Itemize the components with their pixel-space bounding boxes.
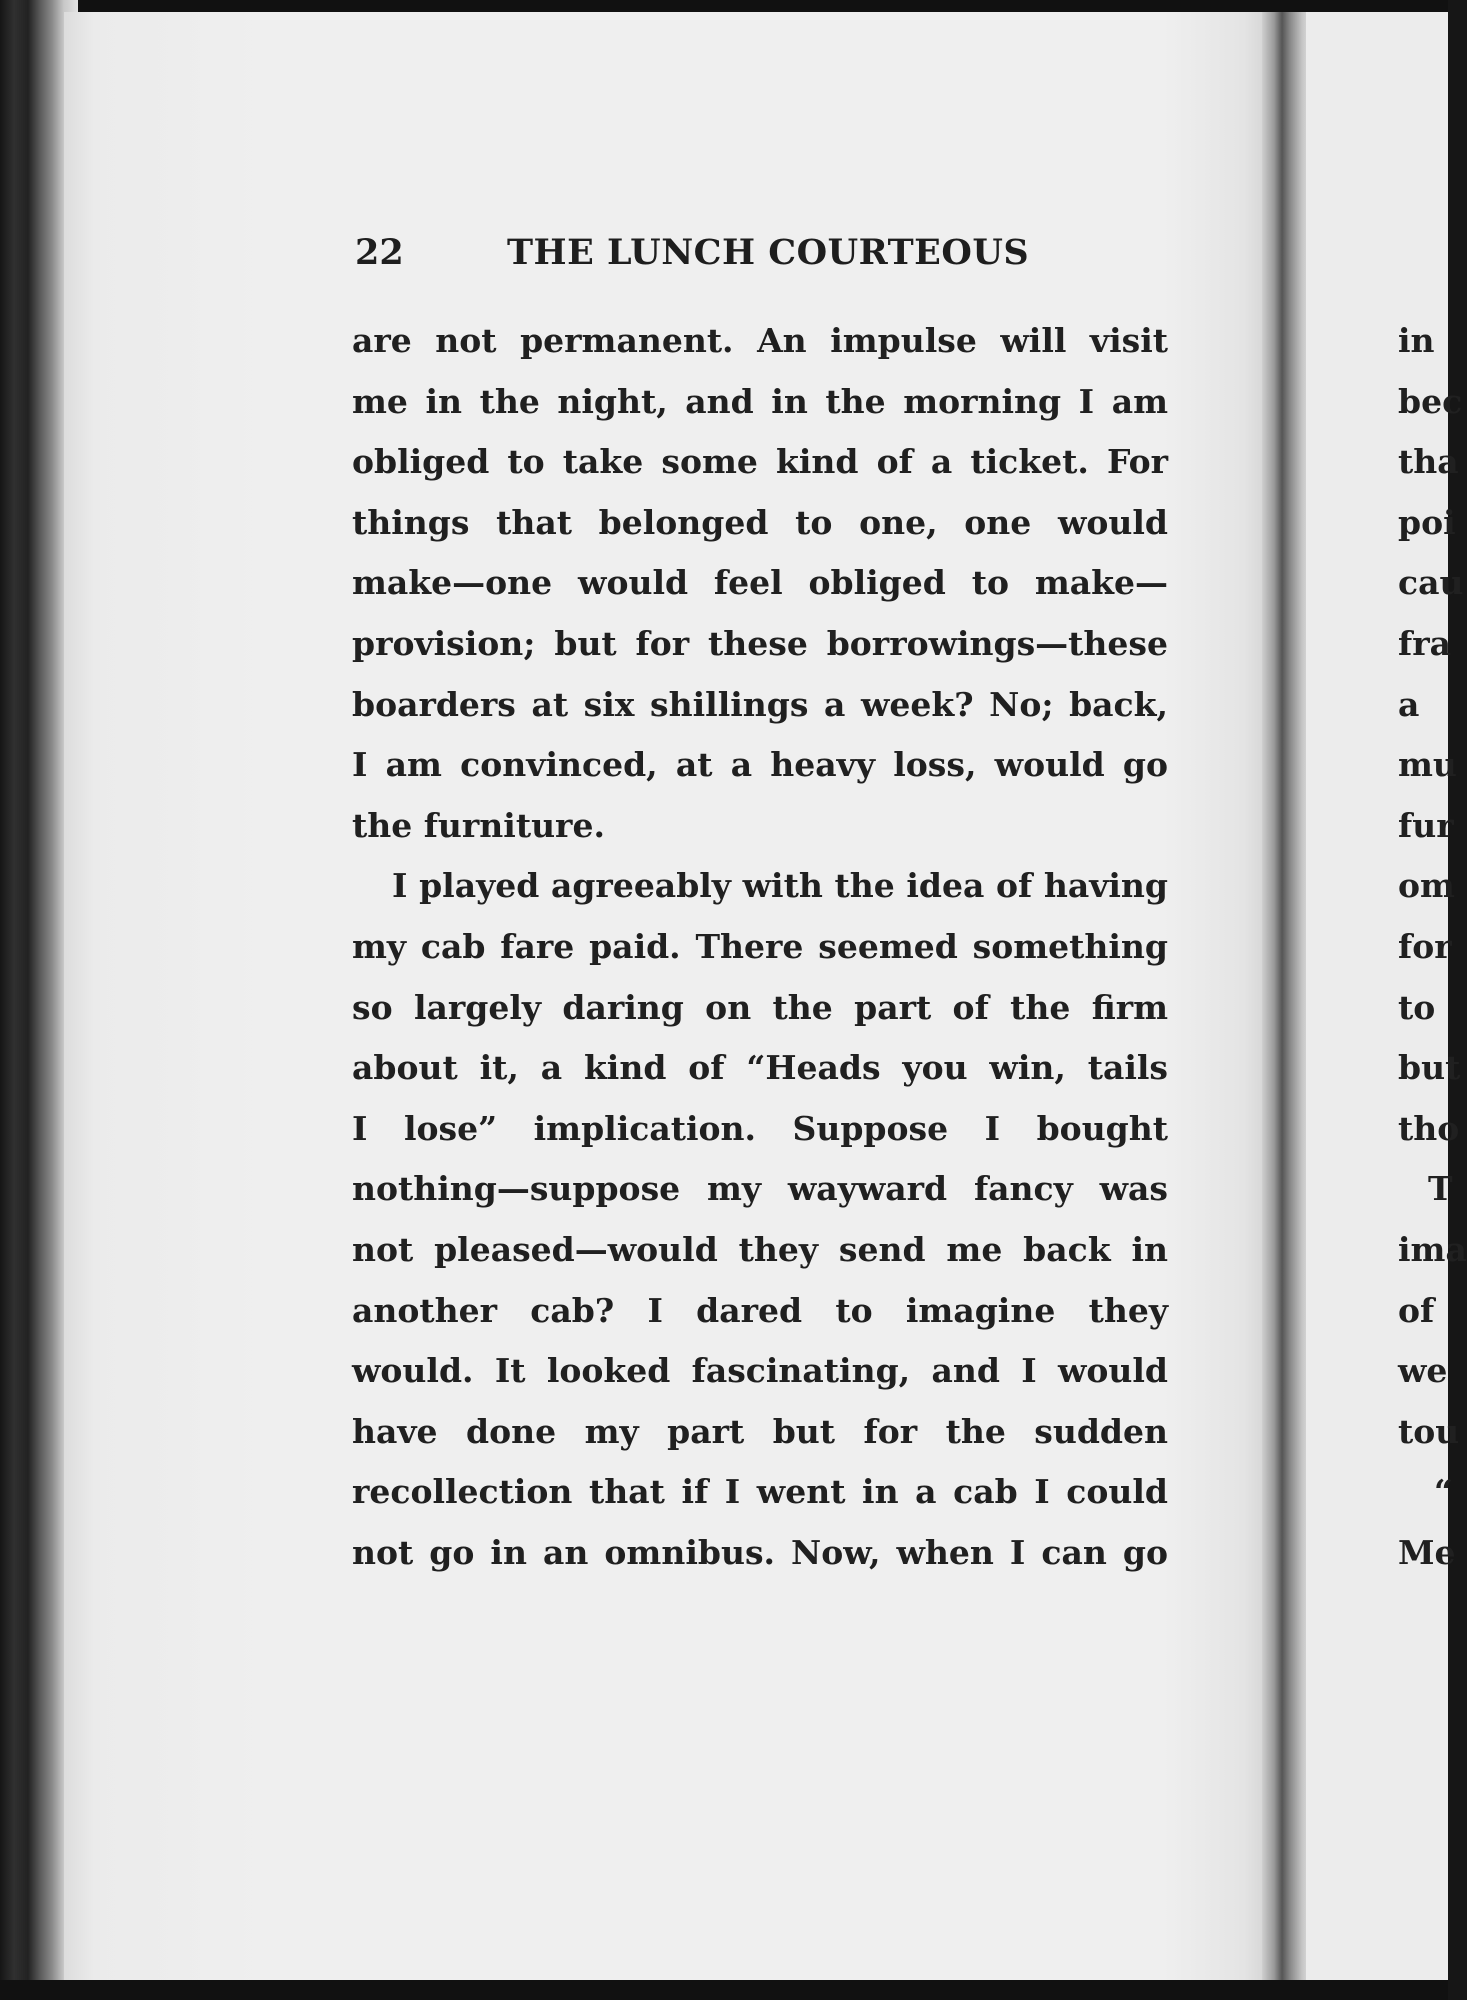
facing-line: tha: [1398, 442, 1459, 482]
text-line: boarders at six shillings a week? No; back,: [352, 684, 1168, 724]
text-line: the furniture.: [352, 805, 605, 845]
facing-line: fur: [1398, 805, 1454, 845]
facing-line: mu: [1398, 745, 1457, 785]
text-line: make—one would feel obliged to make—: [352, 563, 1168, 603]
facing-line: T: [1428, 1169, 1453, 1209]
page-number: 22: [355, 232, 404, 273]
facing-line: of: [1398, 1290, 1435, 1330]
text-line: so largely daring on the part of the firm: [352, 987, 1168, 1027]
text-line: nothing—suppose my wayward fancy was: [352, 1169, 1168, 1209]
text-line: my cab fare paid. There seemed something: [352, 926, 1168, 966]
text-line: another cab? I dared to imagine they: [352, 1290, 1168, 1330]
running-title: THE LUNCH COURTEOUS: [507, 232, 1030, 273]
facing-line: poi: [1398, 502, 1456, 542]
facing-line: Me: [1398, 1532, 1456, 1572]
facing-line: but: [1398, 1048, 1461, 1088]
facing-line: bec: [1398, 381, 1463, 421]
facing-line: cau: [1398, 563, 1464, 603]
facing-line: tou: [1398, 1411, 1460, 1451]
text-line: recollection that if I went in a cab I could: [352, 1472, 1168, 1512]
facing-page-text: [1398, 316, 1467, 1588]
running-head: [355, 232, 1035, 282]
text-line: me in the night, and in the morning I am: [352, 381, 1168, 421]
scan-border-bottom: [0, 1980, 1448, 2000]
facing-line: fra: [1398, 623, 1451, 663]
facing-line: tho: [1398, 1108, 1460, 1148]
text-line: about it, a kind of “Heads you win, tails: [352, 1048, 1168, 1088]
text-line: not pleased—would they send me back in: [352, 1229, 1168, 1269]
facing-line: we: [1398, 1351, 1448, 1391]
text-line: obliged to take some kind of a ticket. For: [352, 442, 1168, 482]
facing-line: ima: [1398, 1229, 1467, 1269]
facing-line: a: [1398, 684, 1420, 724]
text-line: not go in an omnibus. Now, when I can go: [352, 1532, 1168, 1572]
facing-line: in: [1398, 321, 1435, 360]
facing-line: om: [1398, 866, 1455, 906]
facing-line: to: [1398, 987, 1436, 1027]
facing-line: for: [1398, 926, 1452, 966]
text-line: provision; but for these borrowings—these: [352, 623, 1168, 663]
text-line: are not permanent. An impulse will visit: [352, 321, 1168, 360]
text-line: I played agreeably with the idea of having: [392, 866, 1168, 906]
text-line: things that belonged to one, one would: [352, 502, 1168, 542]
text-line: I am convinced, at a heavy loss, would go: [352, 745, 1168, 785]
text-line: I lose” implication. Suppose I bought: [352, 1108, 1168, 1148]
scan-border-top: [0, 0, 1448, 12]
text-line: would. It looked fascinating, and I would: [352, 1351, 1168, 1391]
page-gutter: [1262, 12, 1310, 1980]
text-line: have done my part but for the sudden: [352, 1411, 1168, 1451]
facing-line: “: [1434, 1472, 1453, 1512]
body-text: [352, 316, 1168, 1588]
